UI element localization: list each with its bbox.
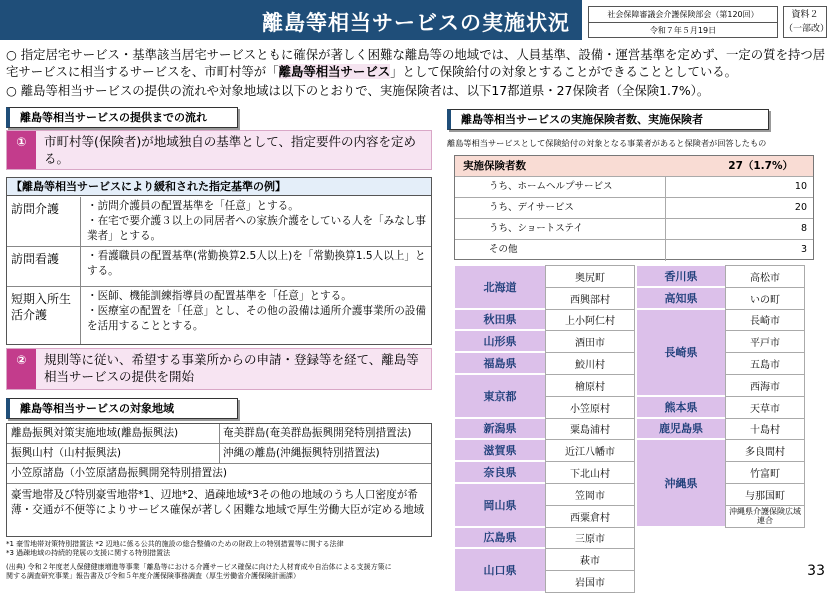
municipality-cell: 酒田市 <box>545 330 635 353</box>
prefecture-label: 長崎県 <box>637 310 725 395</box>
municipality-cell: 与那国町 <box>725 483 805 506</box>
standard-desc <box>87 199 427 244</box>
total-label: 実施保険者数 <box>463 160 526 172</box>
step-text: 市町村等(保険者)が地域独自の基準として、指定要件の内容を定める。 <box>44 134 417 166</box>
document-number: 資料２ <box>791 10 819 20</box>
table-row <box>455 240 813 261</box>
table-row <box>7 287 431 344</box>
municipality-cell: 奥尻町 <box>545 265 635 288</box>
region-cell: 離島振興対策実施地域(離島振興法) <box>7 424 219 444</box>
prefecture-label: 福島県 <box>455 353 545 373</box>
insurer-count-table <box>454 155 814 260</box>
meeting-date: 令和７年５月19日 <box>589 22 777 38</box>
municipality-cell: 高松市 <box>725 265 805 288</box>
municipality-cell: 岩国市 <box>545 570 635 593</box>
table-row <box>455 198 813 219</box>
footnote: *1 豪雪地帯対策特別措置法 *2 辺地に係る公共的施設の総合整備のための財政上の特別措置等に関する法律 <box>6 540 344 548</box>
municipality-cell: 十島村 <box>725 418 805 441</box>
source-note: (出典) 令和２年度老人保健健康増進等事業「離島等における介護サービス確保に向けた人材育成や自治体による支援方策に <box>6 563 392 571</box>
service-label: 短期入所生活介護 <box>7 287 81 344</box>
service-label: 訪問介護 <box>7 197 81 246</box>
table-row <box>455 177 813 198</box>
flow-step-2 <box>6 348 432 390</box>
municipality-cell: 沖縄県介護保険広域連合 <box>725 505 805 528</box>
prefecture-label: 山口県 <box>455 549 545 591</box>
insurers-heading: 離島等相当サービスの実施保険者数、実施保険者 <box>447 109 769 130</box>
prefecture-label: 東京都 <box>455 375 545 417</box>
municipality-cell: 鮫川村 <box>545 352 635 375</box>
source-note: 関する調査研究事業」報告書及び令和５年度介護保険事務調査（厚生労働省介護保険計画課） <box>6 572 300 580</box>
prefecture-label: 鹿児島県 <box>637 419 725 439</box>
footnote: *3 過疎地域の持続的発展の支援に関する特別措置法 <box>6 549 171 557</box>
municipality-cell: 笠岡市 <box>545 483 635 506</box>
breakdown-value: 3 <box>800 244 807 255</box>
municipality-cell: 上小阿仁村 <box>545 309 635 332</box>
step-text: 規則等に従い、希望する事業所からの申請・登録等を経て、離島等相当サービスの提供を開始 <box>44 352 419 384</box>
step-number: ② <box>7 349 36 389</box>
desc-line: ・医療室の配置を「任意」とし、その他の設備は通所介護事業所の設備を活用することとする。 <box>87 305 426 332</box>
municipality-cell: 平戸市 <box>725 330 805 353</box>
prefecture-label: 広島県 <box>455 528 545 548</box>
prefecture-label: 岡山県 <box>455 484 545 526</box>
page-title: 離島等相当サービスの実施状況 <box>262 11 570 35</box>
page-number: 33 <box>807 563 825 579</box>
insurers-note: 離島等相当サービスとして保険給付の対象となる事業者があると保険者が回答したもの <box>447 138 767 148</box>
table-row <box>455 219 813 240</box>
intro-paragraph-1 <box>6 46 828 80</box>
total-row <box>455 156 813 177</box>
prefecture-label: 香川県 <box>637 266 725 286</box>
desc-line: ・訪問介護員の配置基準を「任意」とする。 <box>87 200 299 212</box>
municipality-cell: 檜原村 <box>545 374 635 397</box>
document-note: （一部改） <box>784 24 830 34</box>
breakdown-label: その他 <box>489 244 518 255</box>
table-row <box>7 247 431 287</box>
municipality-cell: 近江八幡市 <box>545 439 635 462</box>
step-number: ① <box>7 131 36 169</box>
region-cell-long: 豪雪地帯及び特別豪雪地帯*1、辺地*2、過疎地域*3その他の地域のうち人口密度が希薄・交通が不便等によりサービス確保が著しく困難な地域で厚生労働大臣が定める地域 <box>11 489 425 516</box>
breakdown-value: 10 <box>794 181 807 192</box>
municipality-cell: 粟島浦村 <box>545 418 635 441</box>
municipality-cell: 下北山村 <box>545 461 635 484</box>
prefecture-label: 新潟県 <box>455 419 545 439</box>
prefecture-grid <box>455 265 805 590</box>
municipality-cell: 五島市 <box>725 352 805 375</box>
table-divider <box>219 424 220 464</box>
document-label <box>783 6 830 38</box>
municipality-cell: 天草市 <box>725 396 805 419</box>
prefecture-label: 山形県 <box>455 331 545 351</box>
desc-line: ・看護職員の配置基準(常勤換算2.5人以上)を「常勤換算1.5人以上」とする。 <box>87 250 426 277</box>
table-row <box>7 197 431 247</box>
intro-highlight: 離島等相当サービス <box>278 64 391 79</box>
title-bar <box>0 0 582 40</box>
municipality-cell: 萩市 <box>545 548 635 571</box>
municipality-cell: 西興部村 <box>545 287 635 310</box>
standards-heading: 【離島等相当サービスにより緩和された指定基準の例】 <box>7 178 431 196</box>
intro-text: ○ 指定居宅サービス・基準該当居宅サービスともに確保が著しく困難な離島等の地域では、人員基準、設備・運営基準を定めず、一定の質を持つ居宅サービスに相当するサービスを、市町村等が「 <box>6 47 826 79</box>
municipality-cell: 多良間村 <box>725 439 805 462</box>
prefecture-label: 秋田県 <box>455 310 545 330</box>
flow-step-1 <box>6 130 432 170</box>
desc-line: ・在宅で要介護３以上の同居者への家族介護をしている人を「みなし事業者」とする。 <box>87 215 426 242</box>
flow-heading: 離島等相当サービスの提供までの流れ <box>6 107 238 128</box>
standard-desc <box>87 289 427 334</box>
intro-text-end: 」として保険給付の対象とすることができることとしている。 <box>390 64 738 79</box>
municipality-cell: 三原市 <box>545 527 635 550</box>
prefecture-label: 奈良県 <box>455 462 545 482</box>
standard-desc <box>87 249 427 279</box>
relaxed-standards-table <box>6 177 432 345</box>
municipality-cell: 小笠原村 <box>545 396 635 419</box>
prefecture-label: 沖縄県 <box>637 440 725 525</box>
municipality-cell: 長崎市 <box>725 309 805 332</box>
region-cell: 沖縄の離島(沖縄振興特別措置法) <box>219 444 431 464</box>
prefecture-label: 滋賀県 <box>455 440 545 460</box>
municipality-cell: いの町 <box>725 287 805 310</box>
regions-heading: 離島等相当サービスの対象地域 <box>6 398 238 419</box>
prefecture-label: 熊本県 <box>637 397 725 417</box>
prefecture-label: 北海道 <box>455 266 545 308</box>
region-cell: 奄美群島(奄美群島振興開発特別措置法) <box>219 424 431 444</box>
region-cell: 小笠原諸島（小笠原諸島振興開発特別措置法) <box>7 464 431 484</box>
desc-line: ・医師、機能訓練指導員の配置基準を「任意」とする。 <box>87 290 352 302</box>
municipality-cell: 竹富町 <box>725 461 805 484</box>
meeting-info <box>588 6 778 38</box>
service-label: 訪問看護 <box>7 247 81 286</box>
breakdown-value: 20 <box>794 202 807 213</box>
regions-table <box>6 423 432 537</box>
breakdown-label: うち、デイサービス <box>489 202 574 213</box>
municipality-cell: 西海市 <box>725 374 805 397</box>
region-cell: 振興山村（山村振興法) <box>7 444 219 464</box>
breakdown-label: うち、ショートステイ <box>489 223 583 234</box>
meeting-name: 社会保障審議会介護保険部会（第120回） <box>607 10 759 19</box>
prefecture-label: 高知県 <box>637 288 725 308</box>
intro-paragraph-2: ○ 離島等相当サービスの提供の流れや対象地域は以下のとおりで、実施保険者は、以下17都道県・27保険者（全保険1.7%）。 <box>6 83 710 98</box>
breakdown-label: うち、ホームヘルプサービス <box>489 181 613 192</box>
breakdown-value: 8 <box>800 223 807 234</box>
total-value: 27（1.7%） <box>728 160 793 172</box>
municipality-cell: 西粟倉村 <box>545 505 635 528</box>
